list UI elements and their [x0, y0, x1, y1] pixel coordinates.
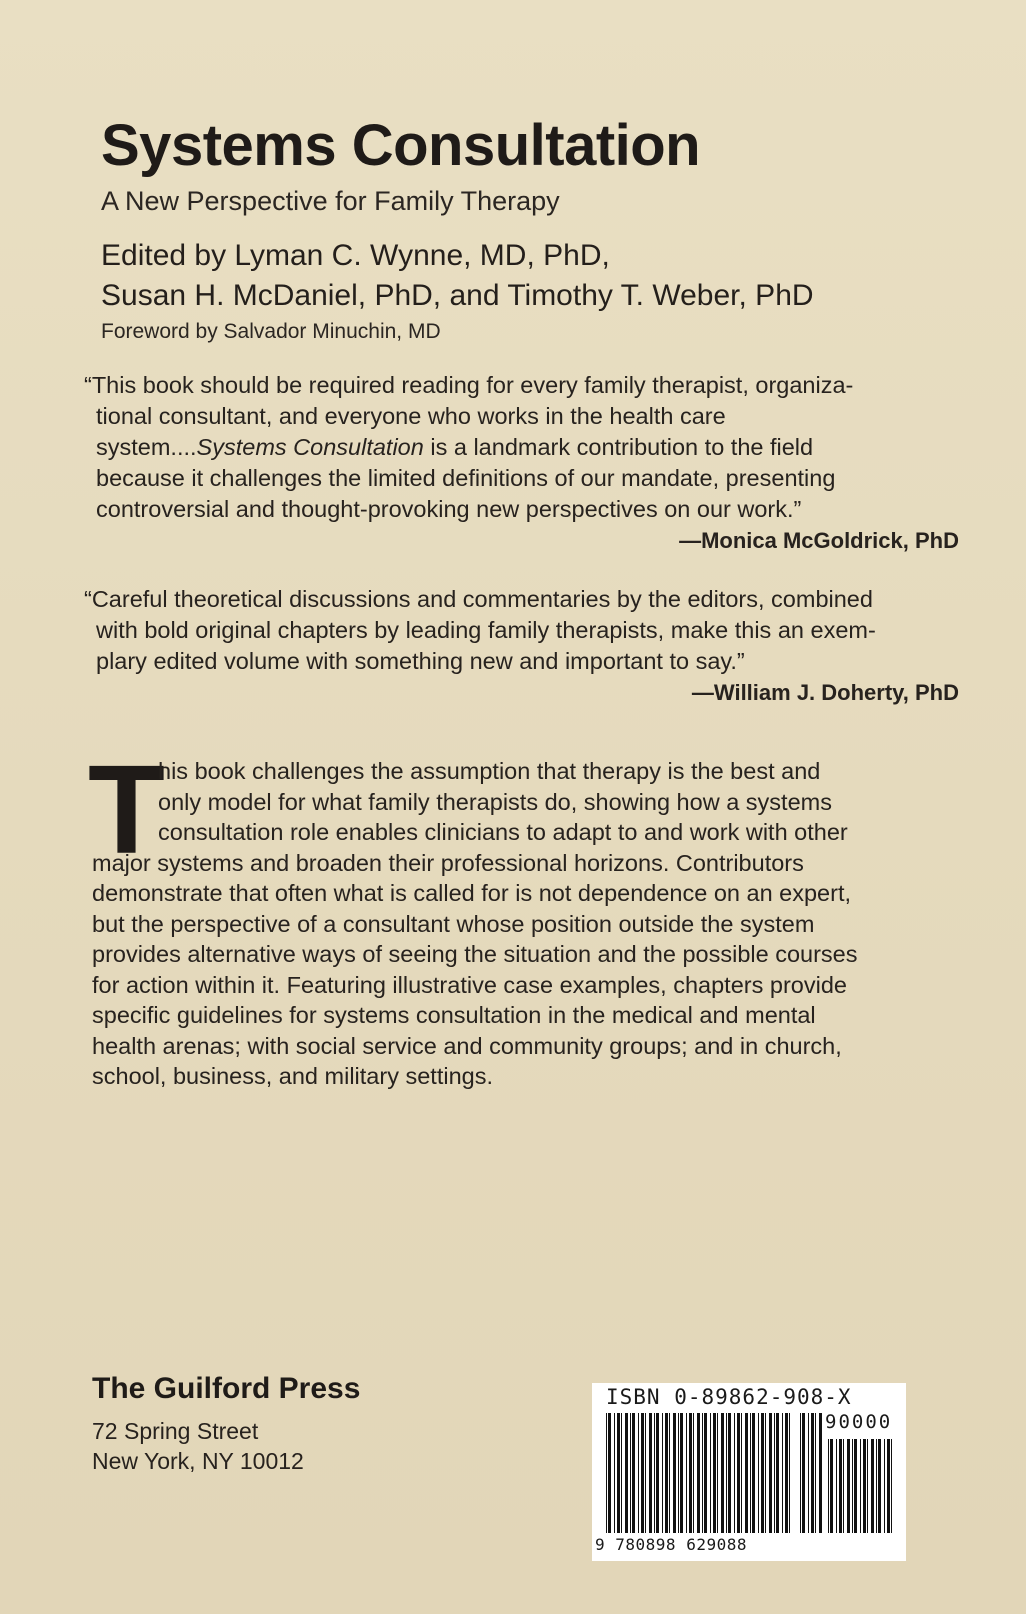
barcode-bar — [830, 1439, 833, 1533]
barcode-bar — [765, 1413, 766, 1533]
book-description — [92, 756, 972, 1092]
barcode-bar — [721, 1413, 724, 1533]
barcode-bar — [891, 1439, 892, 1533]
quote-line: with bold original chapters by leading family therapists, make this an exem- — [96, 617, 876, 643]
barcode-bar — [884, 1439, 885, 1533]
quote-line: tional consultant, and everyone who works in the health care — [96, 403, 726, 429]
description-line: only model for what family therapists do, showing how a systems — [158, 788, 832, 815]
quote-attribution: —Monica McGoldrick, PhD — [679, 528, 959, 553]
barcode-bar — [645, 1413, 646, 1533]
book-subtitle: A New Perspective for Family Therapy — [101, 186, 560, 216]
barcode-bar — [641, 1413, 644, 1533]
barcode-bar — [638, 1413, 639, 1533]
quote-attribution: —William J. Doherty, PhD — [691, 680, 959, 705]
barcode-bar — [843, 1439, 844, 1533]
barcode-bar — [630, 1413, 631, 1533]
barcode-bar — [802, 1413, 805, 1533]
barcode-bar — [697, 1413, 700, 1533]
barcode-bar — [669, 1413, 670, 1533]
barcode-bar — [836, 1439, 837, 1533]
book-title: Systems Consultation — [101, 113, 701, 178]
editors-line-2: Susan H. McDaniel, PhD, and Timothy T. Weber, PhD — [101, 279, 814, 312]
description-line: provides alternative ways of seeing the situation and the possible courses — [92, 941, 858, 967]
barcode-bar — [745, 1413, 748, 1533]
barcode-bar — [678, 1413, 679, 1533]
barcode-bar — [625, 1413, 628, 1533]
description-line: his book challenges the assumption that therapy is the best and — [158, 758, 821, 784]
barcode-bar — [617, 1413, 620, 1533]
description-line: specific guidelines for systems consultation in the medical and mental — [92, 1002, 816, 1028]
description-line: consultation role enables clinicians to adapt to and work with other — [158, 819, 848, 845]
publisher-city: New York, NY 10012 — [92, 1448, 304, 1474]
quote-doherty — [84, 584, 984, 708]
barcode-bar — [649, 1413, 652, 1533]
barcode-bar — [876, 1439, 877, 1533]
barcode-bar — [656, 1413, 659, 1533]
foreword-credit: Foreword by Salvador Minuchin, MD — [101, 320, 441, 343]
publisher-address — [92, 1416, 304, 1476]
barcode-bar — [774, 1413, 775, 1533]
barcode-bar — [728, 1413, 731, 1533]
barcode-bar — [713, 1413, 716, 1533]
barcode-bar — [726, 1413, 727, 1533]
price-code: 90000 — [825, 1411, 893, 1433]
barcode-bar — [860, 1439, 861, 1533]
barcode-bar — [815, 1413, 816, 1533]
barcode-bar — [785, 1413, 788, 1533]
barcode-bar — [704, 1413, 707, 1533]
description-line: major systems and broaden their professional horizons. Contributors — [92, 849, 804, 876]
barcode-bar — [839, 1439, 842, 1533]
barcode-bar — [800, 1413, 801, 1533]
barcode-bar — [819, 1413, 822, 1533]
barcode-bar — [680, 1413, 683, 1533]
barcode-label — [592, 1383, 906, 1561]
barcode-bar — [710, 1413, 711, 1533]
drop-cap: T — [88, 739, 165, 880]
barcode-bar — [811, 1413, 814, 1533]
barcode-bar — [717, 1413, 718, 1533]
barcode-bar — [654, 1413, 655, 1533]
barcode-bar — [702, 1413, 703, 1533]
barcode-bar — [737, 1413, 740, 1533]
editors — [101, 236, 814, 316]
description-line: for action within it. Featuring illustrative case examples, chapters provide — [92, 971, 847, 998]
barcode-bar — [758, 1413, 759, 1533]
barcode-bar — [789, 1413, 790, 1533]
barcode-bar — [673, 1413, 676, 1533]
barcode-bar — [693, 1413, 694, 1533]
barcode-bar — [808, 1413, 809, 1533]
quote-line: “This book should be required reading for every family therapist, organiza- — [84, 372, 854, 398]
description-line: demonstrate that often what is called for is not dependence on an expert, — [92, 880, 852, 906]
description-line: health arenas; with social service and community groups; and in church, — [92, 1032, 842, 1059]
quote-line: system....Systems Consultation is a landmark contribution to the field — [96, 434, 814, 460]
description-line: school, business, and military settings. — [92, 1063, 493, 1089]
barcode-bar — [632, 1413, 635, 1533]
quote-line: controversial and thought-provoking new perspectives on our work.” — [96, 496, 802, 522]
barcode-bar — [614, 1413, 615, 1533]
barcode-bar — [761, 1413, 764, 1533]
quote-mcgoldrick — [84, 370, 984, 556]
barcode-bar — [776, 1413, 779, 1533]
barcode-bar — [734, 1413, 735, 1533]
barcode-bar — [665, 1413, 668, 1533]
barcode-bar — [828, 1439, 829, 1533]
barcode-bar — [689, 1413, 692, 1533]
barcode-bar — [741, 1413, 742, 1533]
barcode-bar — [662, 1413, 663, 1533]
barcode-bar — [621, 1413, 622, 1533]
barcode-bar — [606, 1413, 607, 1533]
quote-line: because it challenges the limited definitions of our mandate, presenting — [96, 465, 836, 491]
barcode-bar — [852, 1439, 853, 1533]
barcode-bar — [847, 1439, 850, 1533]
quote-line: “Careful theoretical discussions and commentaries by the editors, combined — [84, 586, 873, 612]
barcode-bar — [863, 1439, 866, 1533]
publisher-name: The Guilford Press — [92, 1372, 361, 1405]
editors-line-1: Edited by Lyman C. Wynne, MD, PhD, — [101, 239, 610, 272]
description-line: but the perspective of a consultant whose position outside the system — [92, 910, 815, 937]
ean-digits: 9 780898 629088 — [595, 1535, 747, 1554]
publisher-street: 72 Spring Street — [92, 1418, 259, 1444]
barcode-bar — [878, 1439, 881, 1533]
isbn-number: ISBN 0-89862-908-X — [606, 1385, 852, 1409]
barcode-bar — [887, 1439, 890, 1533]
barcode-bar — [752, 1413, 755, 1533]
quote-line: plary edited volume with something new and important to say.” — [96, 648, 745, 674]
barcode-bar — [782, 1413, 783, 1533]
barcode-bar — [686, 1413, 687, 1533]
barcode-bar — [867, 1439, 868, 1533]
barcode-bar — [871, 1439, 874, 1533]
barcode-bar — [854, 1439, 857, 1533]
barcode-bar — [769, 1413, 772, 1533]
barcode-bar — [608, 1413, 611, 1533]
barcode-bar — [750, 1413, 751, 1533]
quote-italic-title: Systems Consultation — [196, 434, 424, 460]
